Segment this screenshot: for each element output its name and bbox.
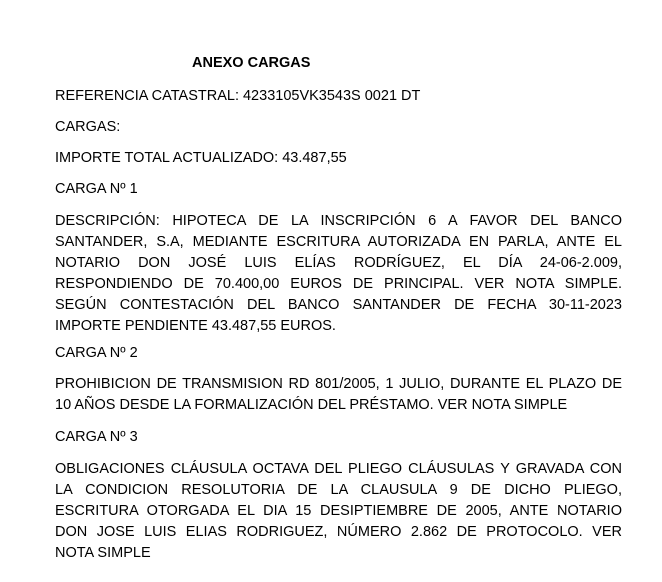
document-title: ANEXO CARGAS: [192, 55, 311, 71]
carga-2-line: PROHIBICION DE TRANSMISION RD 801/2005, 1 JULIO, DURANTE EL PLAZO DE: [55, 376, 622, 392]
carga-1-line: IMPORTE PENDIENTE 43.487,55 EUROS.: [55, 318, 336, 334]
carga-1-line: SEGÚN CONTESTACIÓN DEL BANCO SANTANDER DE FECHA 30-11-2023: [55, 297, 622, 313]
referencia-catastral: REFERENCIA CATASTRAL: 4233105VK3543S 0021 DT: [55, 88, 421, 104]
cargas-label: CARGAS:: [55, 119, 121, 135]
carga-3-line: OBLIGACIONES CLÁUSULA OCTAVA DEL PLIEGO CLÁUSULAS Y GRAVADA CON: [55, 461, 622, 477]
carga-1-line: SANTANDER, S.A, MEDIANTE ESCRITURA AUTORIZADA EN PARLA, ANTE EL: [55, 234, 622, 250]
carga-1-description: [55, 211, 622, 337]
carga-3-line: ESCRITURA OTORGADA EL DIA 15 DESIPTIEMBRE DE 2005, ANTE NOTARIO: [55, 503, 622, 519]
carga-1-line: NOTARIO DON JOSÉ LUIS ELÍAS RODRÍGUEZ, EL DÍA 24-06-2.009,: [55, 255, 622, 271]
carga-1-heading: CARGA Nº 1: [55, 181, 138, 197]
importe-total: IMPORTE TOTAL ACTUALIZADO: 43.487,55: [55, 150, 347, 166]
carga-1-line: RESPONDIENDO DE 70.400,00 EUROS DE PRINCIPAL. VER NOTA SIMPLE.: [55, 276, 622, 292]
carga-1-line: DESCRIPCIÓN: HIPOTECA DE LA INSCRIPCIÓN 6 A FAVOR DEL BANCO: [55, 213, 622, 229]
carga-2-heading: CARGA Nº 2: [55, 345, 138, 361]
carga-3-description: [55, 459, 622, 564]
carga-2-description: [55, 374, 622, 416]
carga-3-line: NOTA SIMPLE: [55, 545, 151, 561]
carga-2-line: 10 AÑOS DESDE LA FORMALIZACIÓN DEL PRÉSTAMO. VER NOTA SIMPLE: [55, 397, 568, 413]
carga-3-line: DON JOSE LUIS ELIAS RODRIGUEZ, NÚMERO 2.862 DE PROTOCOLO. VER: [55, 524, 622, 540]
carga-3-line: LA CONDICION RESOLUTORIA DE LA CLAUSULA 9 DE DICHO PLIEGO,: [55, 482, 622, 498]
carga-3-heading: CARGA Nº 3: [55, 429, 138, 445]
